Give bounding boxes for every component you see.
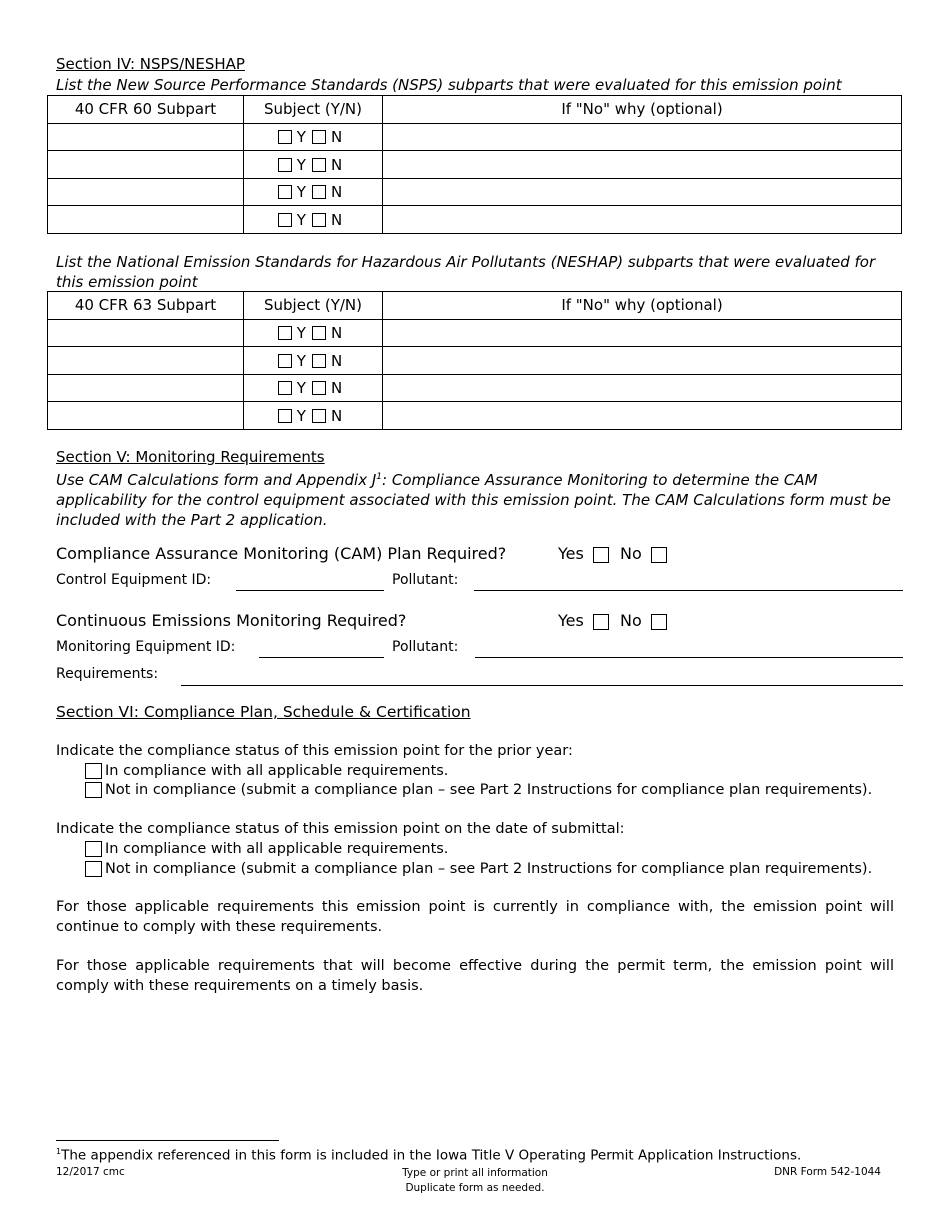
cam-no-label: No (620, 544, 642, 563)
why-cell[interactable] (383, 206, 902, 234)
footer-center-line2: Duplicate form as needed. (405, 1182, 545, 1194)
footnote-text: The appendix referenced in this form is included in the Iowa Title V Operating Permit Application Instructions. (61, 1147, 802, 1164)
subject-cell (244, 347, 383, 375)
yes-label: Y (296, 210, 306, 229)
subpart-cell[interactable] (48, 347, 244, 375)
subject-cell (244, 206, 383, 234)
subject-cell (244, 319, 383, 347)
section-iv-heading: Section IV: NSPS/NESHAP (56, 55, 245, 73)
submittal-not-compliance-label: Not in compliance (submit a compliance plan – see Part 2 Instructions for compliance plan requirements). (105, 861, 873, 877)
subpart-cell[interactable] (48, 374, 244, 402)
footnote (56, 1147, 801, 1164)
no-label: N (330, 379, 343, 397)
cam-no-checkbox[interactable] (651, 547, 667, 563)
neshap-col-why: If "No" why (optional) (383, 292, 902, 320)
table-row (48, 151, 902, 179)
footnote-mark: 1 (56, 1147, 62, 1156)
why-cell[interactable] (383, 178, 902, 206)
table-row (48, 402, 902, 430)
cems-pollutant-label: Pollutant: (392, 639, 459, 655)
cems-question: Continuous Emissions Monitoring Required? (56, 611, 407, 630)
no-label: N (330, 128, 343, 146)
subpart-cell[interactable] (48, 206, 244, 234)
yes-checkbox[interactable] (278, 354, 292, 368)
no-checkbox[interactable] (312, 213, 326, 227)
subpart-cell[interactable] (48, 319, 244, 347)
neshap-col-subpart: 40 CFR 63 Subpart (48, 292, 244, 320)
why-cell[interactable] (383, 402, 902, 430)
yes-label: Y (296, 155, 306, 174)
date-code: 12/2017 cmc (56, 1166, 125, 1178)
subject-cell (244, 374, 383, 402)
monitoring-equipment-label: Monitoring Equipment ID: (56, 639, 236, 655)
table-row (48, 347, 902, 375)
subpart-cell[interactable] (48, 178, 244, 206)
yes-label: Y (296, 128, 306, 146)
subject-cell (244, 402, 383, 430)
nsps-col-subpart: 40 CFR 60 Subpart (48, 96, 244, 124)
cems-pollutant-field[interactable] (475, 657, 903, 658)
subject-cell (244, 151, 383, 179)
cam-instruction (56, 467, 896, 530)
no-label: N (330, 210, 343, 229)
table-row (48, 123, 902, 151)
yes-checkbox[interactable] (278, 158, 292, 172)
why-cell[interactable] (383, 151, 902, 179)
yes-label: Y (296, 183, 306, 201)
prior-not-compliance-label: Not in compliance (submit a compliance plan – see Part 2 Instructions for compliance plan requirements). (105, 782, 873, 798)
why-cell[interactable] (383, 319, 902, 347)
submittal-in-compliance-label: In compliance with all applicable requirements. (105, 841, 449, 857)
no-checkbox[interactable] (312, 409, 326, 423)
prior-in-compliance-label: In compliance with all applicable requirements. (105, 763, 449, 779)
no-label: N (330, 155, 343, 174)
submittal-in-compliance (85, 839, 448, 859)
yes-checkbox[interactable] (278, 130, 292, 144)
footer-center-line1: Type or print all information (402, 1167, 548, 1179)
section-vi-heading: Section VI: Compliance Plan, Schedule & Certification (56, 703, 471, 721)
neshap-col-subject: Subject (Y/N) (244, 292, 383, 320)
cam-question: Compliance Assurance Monitoring (CAM) Plan Required? (56, 544, 507, 563)
submittal-not-in-compliance (85, 859, 872, 879)
table-row (48, 206, 902, 234)
prior-not-compliance-checkbox[interactable] (85, 782, 102, 798)
cems-yes-no (558, 611, 667, 630)
monitoring-equipment-field[interactable] (259, 657, 384, 658)
neshap-header-row (48, 292, 902, 320)
no-checkbox[interactable] (312, 381, 326, 395)
nsps-table (47, 95, 902, 234)
submittal-not-compliance-checkbox[interactable] (85, 861, 102, 877)
yes-checkbox[interactable] (278, 185, 292, 199)
table-row (48, 374, 902, 402)
footnote-divider (56, 1140, 279, 1141)
no-checkbox[interactable] (312, 130, 326, 144)
footer-center (375, 1166, 575, 1196)
compliance-paragraph-1: For those applicable requirements this emission point is currently in compliance with, the emission point will continue to comply with these requirements. (56, 899, 894, 935)
cam-pollutant-label: Pollutant: (392, 572, 459, 588)
cam-instruction-post: : Compliance Assurance Monitoring to determine the CAM applicability for the control equipment associated with this emission point. The CAM Calculations form must be included with the Part 2 application. (56, 471, 891, 529)
nsps-instruction: List the New Source Performance Standards (NSPS) subparts that were evaluated for this emission point (56, 76, 842, 94)
nsps-col-subject: Subject (Y/N) (244, 96, 383, 124)
cems-yes-label: Yes (558, 611, 584, 630)
control-equipment-field[interactable] (236, 590, 384, 591)
yes-label: Y (296, 324, 306, 342)
control-equipment-label: Control Equipment ID: (56, 572, 212, 588)
prior-year-in-compliance (85, 761, 448, 781)
prior-in-compliance-checkbox[interactable] (85, 763, 102, 779)
yes-checkbox[interactable] (278, 213, 292, 227)
cems-yes-checkbox[interactable] (593, 614, 609, 630)
why-cell[interactable] (383, 123, 902, 151)
no-label: N (330, 351, 343, 370)
yes-checkbox[interactable] (278, 409, 292, 423)
prior-year-not-in-compliance (85, 780, 872, 800)
requirements-label: Requirements: (56, 666, 159, 682)
cam-yes-checkbox[interactable] (593, 547, 609, 563)
subpart-cell[interactable] (48, 402, 244, 430)
yes-label: Y (296, 351, 306, 370)
submittal-in-compliance-checkbox[interactable] (85, 841, 102, 857)
prior-year-prompt: Indicate the compliance status of this emission point for the prior year: (56, 743, 573, 759)
no-checkbox[interactable] (312, 354, 326, 368)
compliance-paragraph-2: For those applicable requirements that will become effective during the permit term, the emission point will comply with these requirements on a timely basis. (56, 958, 894, 994)
form-number: DNR Form 542-1044 (774, 1166, 881, 1178)
subpart-cell[interactable] (48, 151, 244, 179)
table-row (48, 319, 902, 347)
section-v-heading: Section V: Monitoring Requirements (56, 448, 325, 466)
cam-yes-label: Yes (558, 544, 584, 563)
nsps-col-why: If "No" why (optional) (383, 96, 902, 124)
no-checkbox[interactable] (312, 185, 326, 199)
cam-yes-no (558, 544, 667, 563)
cems-no-label: No (620, 611, 642, 630)
table-row (48, 178, 902, 206)
why-cell[interactable] (383, 374, 902, 402)
nsps-header-row (48, 96, 902, 124)
cam-instruction-pre: Use CAM Calculations form and Appendix J (56, 471, 377, 489)
no-label: N (330, 406, 343, 425)
neshap-instruction: List the National Emission Standards for Hazardous Air Pollutants (NESHAP) subparts that were evaluated for this emission point (56, 253, 876, 291)
subject-cell (244, 178, 383, 206)
neshap-table (47, 291, 902, 430)
yes-label: Y (296, 379, 306, 397)
submittal-prompt: Indicate the compliance status of this emission point on the date of submittal: (56, 821, 625, 837)
requirements-field[interactable] (181, 685, 903, 686)
subject-cell (244, 123, 383, 151)
cam-pollutant-field[interactable] (474, 590, 903, 591)
subpart-cell[interactable] (48, 123, 244, 151)
no-label: N (330, 324, 343, 342)
no-checkbox[interactable] (312, 158, 326, 172)
why-cell[interactable] (383, 347, 902, 375)
no-label: N (330, 183, 343, 201)
yes-checkbox[interactable] (278, 326, 292, 340)
yes-label: Y (296, 406, 306, 425)
cems-no-checkbox[interactable] (651, 614, 667, 630)
yes-checkbox[interactable] (278, 381, 292, 395)
footnote-ref: 1 (376, 472, 383, 482)
no-checkbox[interactable] (312, 326, 326, 340)
